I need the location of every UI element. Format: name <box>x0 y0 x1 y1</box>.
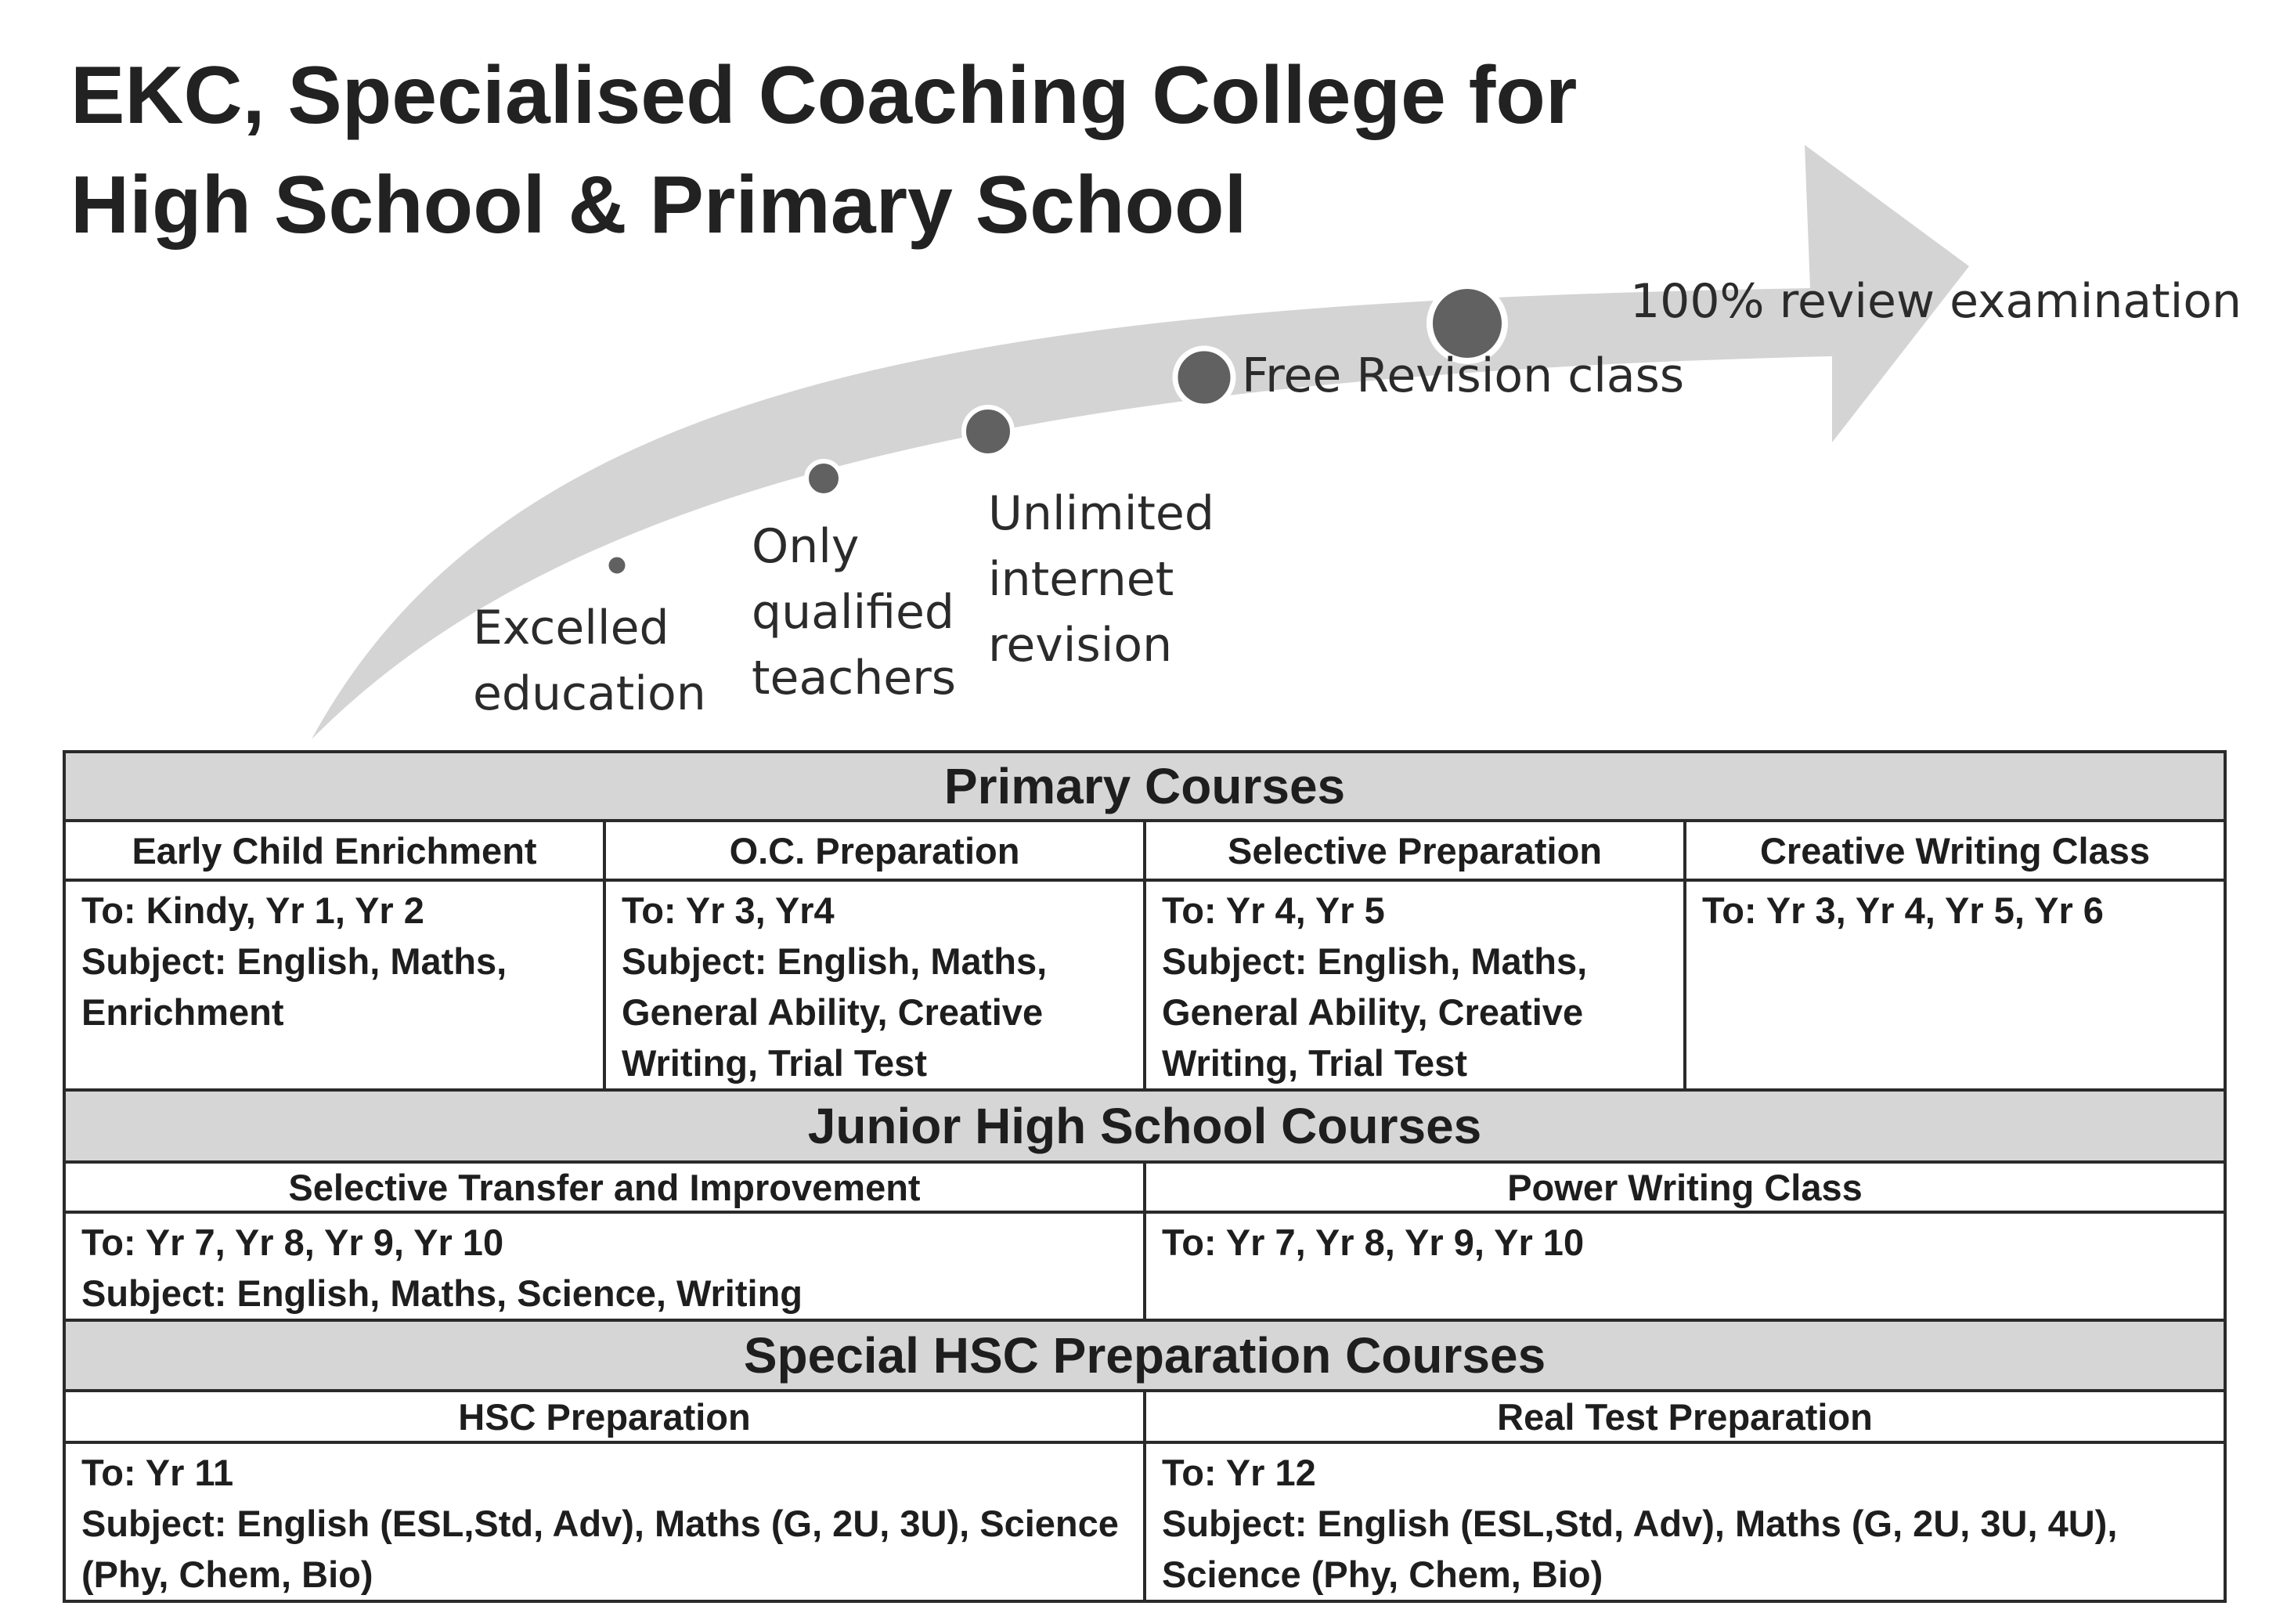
section-heading-junior-high: Junior High School Courses <box>64 1090 2225 1162</box>
course-name-oc-preparation: O.C. Preparation <box>604 821 1145 880</box>
course-details-selective-preparation <box>1145 880 1685 1090</box>
step-dot-1 <box>607 555 627 576</box>
course-name-selective-preparation: Selective Preparation <box>1145 821 1685 880</box>
step-label-free-revision <box>1242 348 1684 404</box>
step-label-line: Excelled <box>473 601 669 655</box>
step-label-line: Only <box>752 519 860 574</box>
step-label-line: internet <box>988 552 1174 607</box>
course-details-row <box>64 1442 2225 1601</box>
course-detail-line: Subject: English, Maths, <box>1162 940 1588 982</box>
step-label-excelled-education <box>473 595 706 727</box>
course-details-power-writing <box>1145 1212 2225 1320</box>
course-name-creative-writing: Creative Writing Class <box>1685 821 2225 880</box>
course-detail-line: To: Yr 7, Yr 8, Yr 9, Yr 10 <box>1162 1222 1585 1263</box>
section-heading-hsc: Special HSC Preparation Courses <box>64 1320 2225 1391</box>
title-line-1: EKC, Specialised Coaching College for <box>70 50 1578 141</box>
step-dot-3 <box>964 407 1012 456</box>
course-detail-line: (Phy, Chem, Bio) <box>81 1554 373 1595</box>
course-name-power-writing: Power Writing Class <box>1145 1162 2225 1212</box>
course-details-row <box>64 880 2225 1090</box>
step-label-line: qualified <box>752 585 955 640</box>
course-detail-line: Subject: English (ESL,Std, Adv), Maths (G, 2U, 3U), Science <box>81 1503 1119 1544</box>
step-label-line: Free Revision class <box>1242 348 1685 403</box>
step-label-line: revision <box>988 618 1173 673</box>
title-line-2: High School & Primary School <box>70 160 1247 251</box>
course-details-early-child-enrichment <box>64 880 604 1090</box>
course-detail-line: General Ability, Creative <box>622 991 1044 1033</box>
step-label-line: teachers <box>752 651 957 706</box>
course-detail-line: To: Yr 7, Yr 8, Yr 9, Yr 10 <box>81 1222 504 1263</box>
course-details-hsc-preparation <box>64 1442 1145 1601</box>
course-detail-line: Enrichment <box>81 991 284 1033</box>
step-label-line: Unlimited <box>988 486 1214 541</box>
step-dot-4 <box>1175 348 1233 406</box>
course-detail-line: To: Yr 3, Yr4 <box>622 890 835 931</box>
course-detail-line: Writing, Trial Test <box>1162 1042 1467 1084</box>
step-label-internet-revision <box>988 481 1214 678</box>
course-name-early-child-enrichment: Early Child Enrichment <box>64 821 604 880</box>
course-detail-line: To: Yr 11 <box>81 1452 234 1493</box>
step-label-line: 100% review examination <box>1630 274 2242 329</box>
section-header-row <box>64 1090 2225 1162</box>
course-details-selective-transfer <box>64 1212 1145 1320</box>
section-header-row <box>64 752 2225 821</box>
course-name-selective-transfer: Selective Transfer and Improvement <box>64 1162 1145 1212</box>
courses-table <box>63 750 2227 1603</box>
course-details-creative-writing <box>1685 880 2225 1090</box>
course-detail-line: Subject: English (ESL,Std, Adv), Maths (G, 2U, 3U, 4U), <box>1162 1503 2118 1544</box>
course-detail-line: General Ability, Creative <box>1162 991 1584 1033</box>
step-label-review-examination <box>1630 273 2242 330</box>
section-header-row <box>64 1320 2225 1391</box>
course-detail-line: Subject: English, Maths, <box>81 940 507 982</box>
course-name-row <box>64 1391 2225 1442</box>
course-detail-line: To: Yr 4, Yr 5 <box>1162 890 1385 931</box>
step-dot-2 <box>806 461 841 496</box>
course-detail-line: To: Kindy, Yr 1, Yr 2 <box>81 890 424 931</box>
course-details-row <box>64 1212 2225 1320</box>
section-heading-primary: Primary Courses <box>64 752 2225 821</box>
course-detail-line: Science (Phy, Chem, Bio) <box>1162 1554 1603 1595</box>
step-label-line: education <box>473 666 706 721</box>
course-name-real-test-preparation: Real Test Preparation <box>1145 1391 2225 1442</box>
course-name-hsc-preparation: HSC Preparation <box>64 1391 1145 1442</box>
step-label-qualified-teachers <box>752 514 956 711</box>
course-detail-line: To: Yr 3, Yr 4, Yr 5, Yr 6 <box>1702 890 2104 931</box>
course-detail-line: Writing, Trial Test <box>622 1042 927 1084</box>
course-detail-line: Subject: English, Maths, Science, Writing <box>81 1272 803 1314</box>
course-details-oc-preparation <box>604 880 1145 1090</box>
course-detail-line: To: Yr 12 <box>1162 1452 1316 1493</box>
course-name-row <box>64 821 2225 880</box>
course-details-real-test-preparation <box>1145 1442 2225 1601</box>
course-name-row <box>64 1162 2225 1212</box>
course-detail-line: Subject: English, Maths, <box>622 940 1048 982</box>
